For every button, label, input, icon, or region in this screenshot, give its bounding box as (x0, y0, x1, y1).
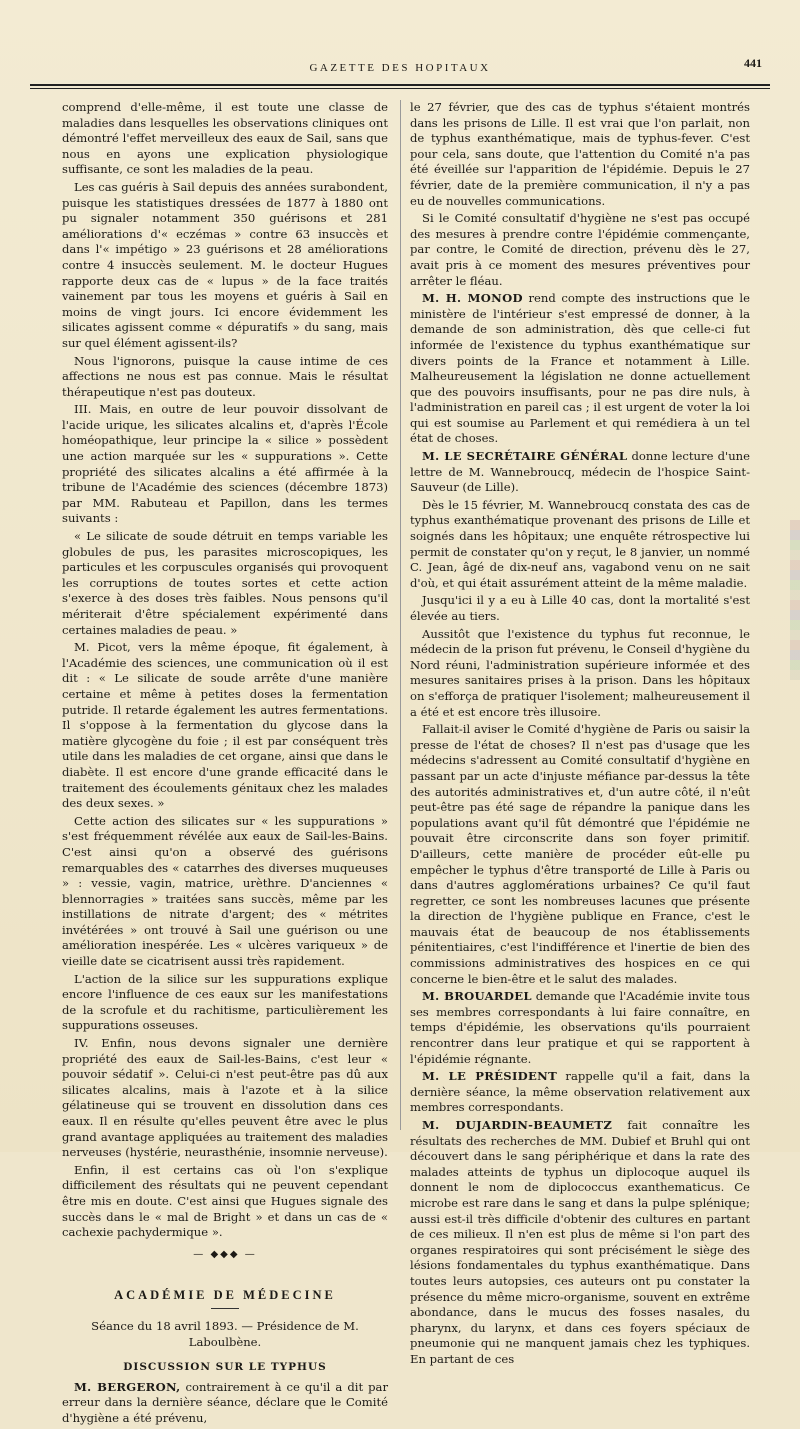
speaker-name: M. LE SECRÉTAIRE GÉNÉRAL (422, 449, 628, 464)
paragraph: Si le Comité consultatif d'hygiène ne s'est pas occupé des mesures à prendre contre l'épidémie commençante, par contre, le Comité de direction, prévenu dès le 27, avait pris à ce moment des mesures préventives pour arrêter le fléau. (410, 211, 750, 288)
speaker-text: contrairement à ce qu'il a dit par erreur dans la dernière séance, déclare que le Comité d'hygiène a été prévenu, (62, 1379, 388, 1425)
paragraph: IV. Enfin, nous devons signaler une dernière propriété des eaux de Sail-les-Bains, c'est leur « pouvoir sédatif ». Celui-ci n'est peut-être pas dû aux silicates alcalins, mais à l'azote et à la silice gélatineuse qui se trouvent en dissolution dans ces eaux. Il en résulte qu'elles peuvent être avec le plus grand avantage appliquées au traitement des maladies nerveuses (hystérie, neurasthénie, insomnie nerveuse). (62, 1036, 388, 1160)
speaker-name: M. LE PRÉSIDENT (422, 1069, 558, 1084)
section-divider (211, 1308, 239, 1309)
discussion-subhead: DISCUSSION SUR LE TYPHUS (123, 1361, 327, 1374)
speaker-text: demande que l'Académie invite tous ses membres correspondants à lui faire connaître, en temps d'épidémie, les observations qu'ils pourraient rencontrer dans leur pratique et qui se rapportent à l'épidémie régnante. (410, 989, 750, 1066)
paragraph: Aussitôt que l'existence du typhus fut reconnue, le médecin de la prison fut prévenu, le Conseil d'hygiène du Nord réuni, l'administration supérieure informée et des mesures sanitaires prises à la prison. Dans les hôpitaux on s'efforça de pratiquer l'isolement; malheureusement il a été et est encore très illusoire. (410, 626, 750, 719)
paragraph: le 27 février, que des cas de typhus s'étaient montrés dans les prisons de Lille. Il est vrai que l'on parlait, non de typhus exanthématique, mais de typhus-fever. C'est pour cela, sans doute, que l'attention du Comité n'a pas été éveillée sur l'apparition de l'épidémie. Depuis le 27 février, date de la première communication, il n'y a pas eu de nouvelles communications. (410, 100, 750, 208)
header-rule (30, 84, 770, 86)
speaker-name: M. BERGERON, (74, 1379, 181, 1394)
speaker-name: M. DUJARDIN-BEAUMETZ (422, 1118, 613, 1132)
paragraph: Cette action des silicates sur « les suppurations » s'est fréquemment révélée aux eaux de Sail-les-Bains. C'est ainsi qu'on a observé des guérisons remarquables des « catarrhes des diverses muqueuses » : vessie, vagin, matrice, urèthre. D'anciennes « blennorragies » traitées sans succès, même par les instillations de nitrate d'argent; des « métrites invétérées » ont trouvé à Sail une guérison ou une amélioration inespérée. Les « ulcères variqueux » de vieille date se cicatrisent aussi très rapidement. (62, 813, 388, 969)
paragraph: Jusqu'ici il y a eu à Lille 40 cas, dont la mortalité s'est élevée au tiers. (410, 593, 750, 623)
header-rule-thin (30, 88, 770, 89)
paragraph: M. Picot, vers la même époque, fit également, à l'Académie des sciences, une communication où il est dit : « Le silicate de soude arrête d'une manière certaine et même à petites doses la fermentation putride. Il retarde également les autres fermentations. Il s'oppose à la fermentation du glycose dans la matière glycogène du foie ; il est par conséquent très utile dans les maladies de cet organe, ainsi que dans le diabète. Il est encore d'une grande efficacité dans le traitement des écoulements génitaux chez les malades des deux sexes. » (62, 640, 388, 811)
paragraph: « Le silicate de soude détruit en temps variable les globules de pus, les parasites microscopiques, les particules et les corpuscules organisés qui provoquent les corruptions de toutes sortes et cette action s'exerce à des doses très faibles. Nous pensons qu'il mériterait d'être spécialement expérimenté dans certaines maladies de peau. » (62, 529, 388, 637)
journal-title: GAZETTE DES HOPITAUX (309, 62, 491, 74)
speaker-text: fait connaître les résultats des recherches de MM. Dubief et Bruhl qui ont découvert dans le sang périphérique et dans la rate des malades atteints de typhus un diplocoque auquel ils donnent le nom de diplococcus exanthematicus. Ce microbe est rare dans le sang et dans la pulpe splénique; aussi est-il très difficile d'obtenir des cultures en partant de ces milieux. Il n'en est plus de même si l'on part des organes respiratoires qui sont précisément le siège des lésions fondamentales du typhus exanthématique. Dans toutes leurs autopsies, ces auteurs ont pu constater la présence du même micro-organisme, souvent en extrême abondance, dans le mucus des fosses nasales, du pharynx, du larynx, et dans ces foyers spéciaux de pneumonie qui ne manquent jamais chez les typhiques. En partant de ces (410, 1118, 750, 1366)
paragraph (410, 1069, 750, 1116)
speaker-name: M. BROUARDEL (422, 989, 532, 1004)
paragraph: comprend d'elle-même, il est toute une classe de maladies dans lesquelles les observations cliniques ont démontré l'effet merveilleux des eaux de Sail, sans que nous en ayons une explication physiologique suffisante, ce sont les maladies de la peau. (62, 100, 388, 177)
paragraph: L'action de la silice sur les suppurations explique encore l'influence de ces eaux sur les manifestations de la scrofule et du rachitisme, particulièrement les suppurations osseuses. (62, 971, 388, 1033)
paragraph: Nous l'ignorons, puisque la cause intime de ces affections ne nous est pas connue. Mais le résultat thérapeutique n'est pas douteux. (62, 353, 388, 399)
column-divider (400, 100, 401, 1130)
left-column (62, 100, 388, 1429)
page-header (30, 48, 770, 92)
paragraph: III. Mais, en outre de leur pouvoir dissolvant de l'acide urique, les silicates alcalins et, d'après l'École homéopathique, leur principe la « silice » possèdent une action marquée sur les « suppurations ». Cette propriété des silicates alcalins a été affirmée à la tribune de l'Académie des sciences (décembre 1873) par MM. Rabuteau et Papillon, dans les termes suivants : (62, 402, 388, 526)
paragraph (410, 1118, 750, 1368)
paragraph (410, 449, 750, 496)
page-number: 441 (744, 56, 762, 70)
speaker-text: donne lecture d'une lettre de M. Wannebroucq, médecin de l'hospice Saint-Sauveur (de Lille). (410, 449, 750, 495)
paragraph: Enfin, il est certains cas où l'on s'explique difficilement des résultats qui ne peuvent cependant être mis en doute. C'est ainsi que Hugues signale des succès dans le « mal de Bright » et dans un cas de « cachexie pachydermique ». (62, 1162, 388, 1240)
page-edge-tabs (790, 520, 800, 680)
right-column (410, 100, 750, 1370)
paragraph: Les cas guéris à Sail depuis des années surabondent, puisque les statistiques dressées de 1877 à 1880 ont pu signaler notamment 350 guérisons et 281 améliorations d'« eczémas » contre 63 insuccès et dans l'« impétigo » 23 guérisons et 28 améliorations contre 4 insuccès seulement. M. le docteur Hugues rapporte deux cas de « lupus » de la face traités vainement par tous les moyens et guéris à Sail en moins de vingt jours. Ici encore évidemment les silicates agissent comme « dépuratifs » du sang, mais sur quel élément agissent-ils? (62, 179, 388, 350)
speaker-text: rappelle qu'il a fait, dans la dernière séance, la même observation relativement aux membres correspondants. (410, 1069, 750, 1115)
speaker-text: rend compte des instructions que le ministère de l'intérieur s'est empressé de donner, à la demande de son administration, dès que celle-ci fut informée de l'existence du typhus exanthématique sur divers points de la France et notamment à Lille. Malheureusement la législation ne donne actuellement que des pouvoirs insuffisants, pour ne pas dire nuls, à l'administration en pareil cas ; il est urgent de voter la loi qui est soumise au Parlement et qui remédiera à un tel état de choses. (410, 291, 750, 446)
paragraph (62, 1380, 388, 1427)
paragraph (410, 291, 750, 447)
paragraph: Fallait-il aviser le Comité d'hygiène de Paris ou saisir la presse de l'état de choses? Il n'est pas d'usage que les médecins s'adressent au Comité consultatif d'hygiène en passant par un acte d'injuste méfiance par-dessus la tête des autorités administratives et, d'un autre côté, il n'eût peut-être pas été sage de répandre la panique dans les populations avant qu'il fût démontré que l'épidémie ne pouvait être circonscrite dans son foyer primitif. D'ailleurs, cette manière de procéder eût-elle pu empêcher le typhus d'être transporté de Lille à Paris ou dans d'autres agglomérations urbaines? Ce qu'il faut regretter, ce sont les nombreuses lacunes que présente la direction de l'hygiène publique en France, c'est le mauvais état de beaucoup de nos établissements pénitentiaires, c'est l'indifférence et l'inertie de bien des commissions administratives des hospices en ce qui concerne le bien-être et le salut des malades. (410, 722, 750, 986)
section-ornament: — ◆◆◆ — (193, 1248, 257, 1260)
section-title: ACADÉMIE DE MÉDECINE (114, 1288, 336, 1303)
paragraph: Dès le 15 février, M. Wannebroucq constata des cas de typhus exanthématique provenant des prisons de Lille et soignés dans les hôpitaux; une enquête rétrospective lui permit de constater qu'on y reçut, le 8 janvier, un nommé C. Jean, âgé de dix-neuf ans, vagabond venu on ne sait d'où, et qui était assurément atteint de la même maladie. (410, 497, 750, 590)
speaker-name: M. H. MONOD (422, 291, 523, 306)
paragraph (410, 989, 750, 1067)
seance-line: Séance du 18 avril 1893. — Présidence de M. Laboulbène. (91, 1318, 359, 1349)
